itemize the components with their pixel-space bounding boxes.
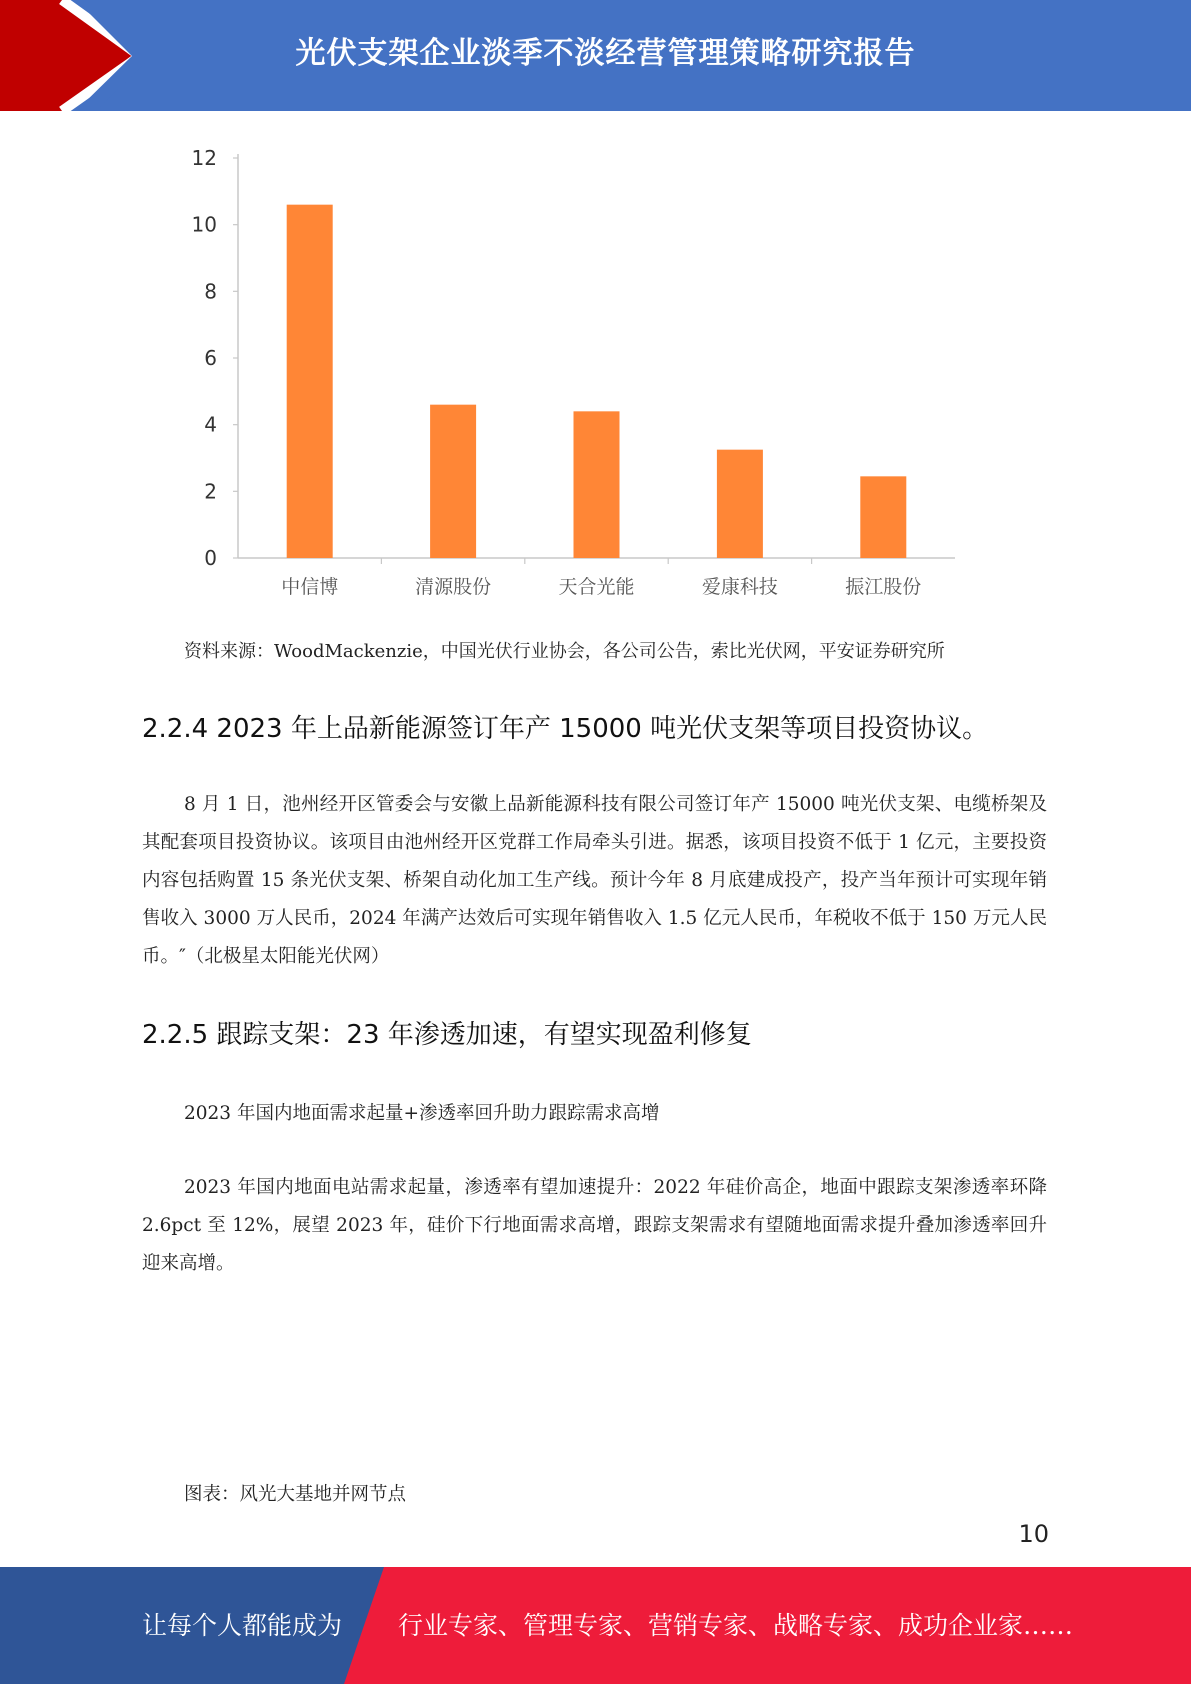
x-tick-label: 爱康科技: [701, 576, 778, 598]
section-2-2-4-paragraph: 8 月 1 日，池州经开区管委会与安徽上品新能源科技有限公司签订年产 15000 吨光伏支架、电缆桥架及其配套项目投资协议。该项目由池州经开区党群工作局牵头引进。据悉，该项目投资不低于 1 亿元，主要投资内容包括购置 15 条光伏支架、桥架自动化加工生产线。预计今年 8 月底建成投产，投产当年预计可实现年销售收入 3000 万人民币，2024 年满产达效后可实现年销售收入 1.5 亿元人民币，年税收不低于 150 万元人民币。″（北极星太阳能光伏网）: [142, 794, 1047, 967]
section-heading-2-2-5: 2.2.5 跟踪支架：23 年渗透加速，有望实现盈利修复: [142, 1020, 752, 1050]
footer-slogan-right: 行业专家、管理专家、营销专家、战略专家、成功企业家……: [398, 1611, 1074, 1640]
page-number: 10: [1018, 1520, 1049, 1548]
section-2-2-5-paragraph: 2023 年国内地面电站需求起量，渗透率有望加速提升：2022 年硅价高企，地面中跟踪支架渗透率环降 2.6pct 至 12%，展望 2023 年，硅价下行地面需求高增，跟踪支架需求有望随地面需求提升叠加渗透率回升迎来高增。: [142, 1177, 1047, 1274]
y-tick-label: 10: [191, 212, 217, 237]
bar: [287, 205, 333, 558]
y-tick-label: 0: [204, 546, 217, 570]
source-note: 资料来源：WoodMackenzie，中国光伏行业协会，各公司公告，索比光伏网，平安证券研究所: [184, 641, 945, 662]
bar-chart-svg: [180, 140, 970, 610]
bar: [574, 411, 620, 558]
page-header: [0, 0, 1191, 111]
bar: [860, 476, 906, 558]
page-footer: [0, 1567, 1191, 1684]
x-tick-label: 清源股份: [415, 576, 492, 598]
bar-chart: [180, 140, 970, 610]
bar: [717, 450, 763, 558]
x-tick-label: 振江股份: [845, 576, 922, 598]
y-tick-label: 6: [204, 346, 217, 370]
footer-slogan-left: 让每个人都能成为: [142, 1611, 343, 1640]
y-tick-label: 4: [204, 412, 217, 437]
report-title: 光伏支架企业淡季不淡经营管理策略研究报告: [295, 36, 916, 71]
y-tick-label: 12: [191, 146, 217, 170]
bar: [430, 405, 476, 558]
x-tick-label: 天合光能: [558, 576, 635, 598]
section-heading-2-2-4: 2.2.4 2023 年上品新能源签订年产 15000 吨光伏支架等项目投资协议。: [142, 714, 989, 744]
x-tick-label: 中信博: [281, 576, 339, 598]
y-tick-label: 8: [204, 279, 217, 304]
figure-caption: 图表：风光大基地并网节点: [184, 1484, 407, 1505]
y-tick-label: 2: [204, 479, 217, 504]
section-2-2-5-subtitle: 2023 年国内地面需求起量+渗透率回升助力跟踪需求高增: [184, 1103, 660, 1124]
